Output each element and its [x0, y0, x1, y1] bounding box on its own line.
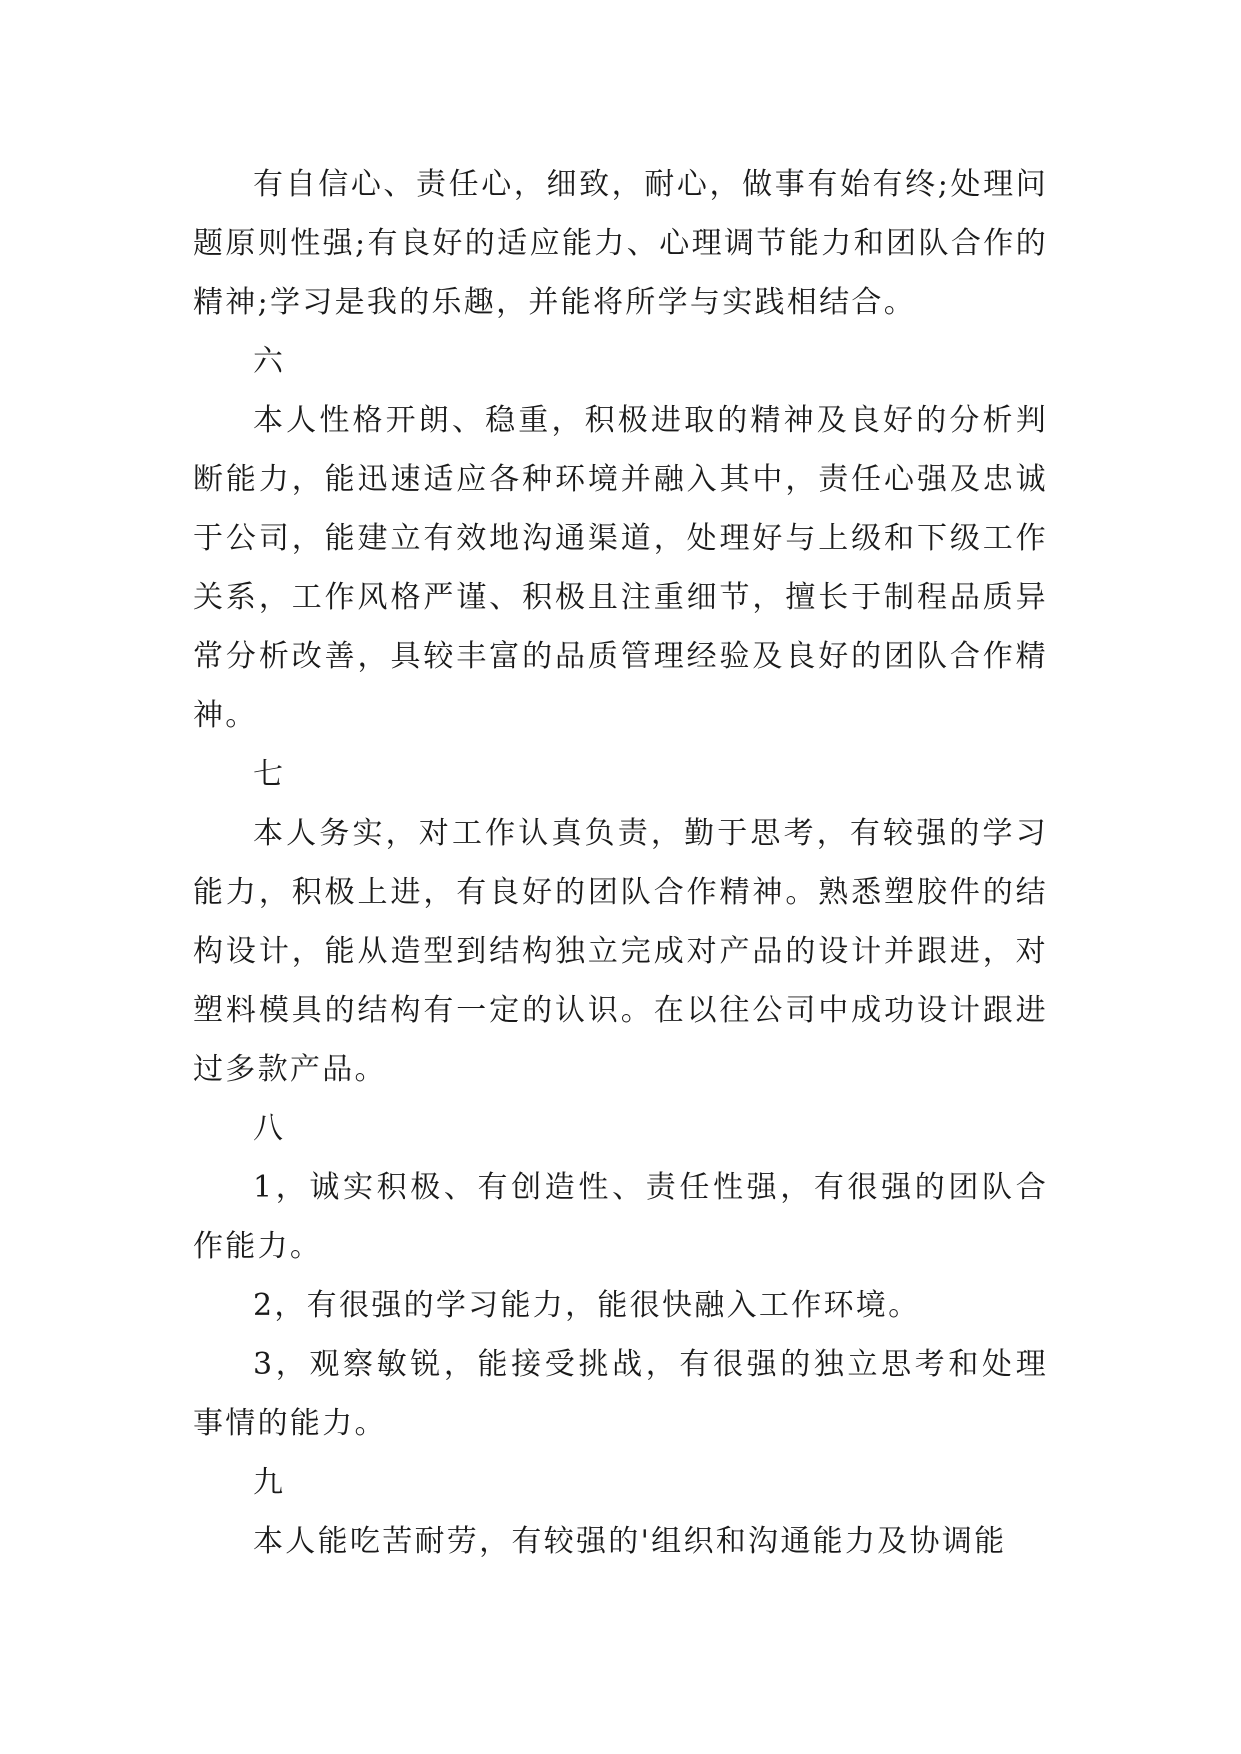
paragraph-section-7: 本人务实，对工作认真负责，勤于思考，有较强的学习能力，积极上进，有良好的团队合作精神。熟悉塑胶件的结构设计，能从造型到结构独立完成对产品的设计并跟进，对塑料模具的结构有一定的认识。在以往公司中成功设计跟进过多款产品。: [193, 816, 1048, 1087]
document-body: [193, 155, 1048, 1571]
paragraph-section-6: 本人性格开朗、稳重，积极进取的精神及良好的分析判断能力，能迅速适应各种环境并融入其中，责任心强及忠诚于公司，能建立有效地沟通渠道，处理好与上级和下级工作关系，工作风格严谨、积极且注重细节，擅长于制程品质异常分析改善，具较丰富的品质管理经验及良好的团队合作精神。: [193, 403, 1048, 733]
section-heading-7: 七: [253, 757, 286, 792]
list-item-1: 1，诚实积极、有创造性、责任性强，有很强的团队合作能力。: [193, 1170, 1048, 1264]
paragraph-section-9: 本人能吃苦耐劳，有较强的'组织和沟通能力及协调能: [253, 1524, 1007, 1559]
list-item-3: 3，观察敏锐，能接受挑战，有很强的独立思考和处理事情的能力。: [193, 1347, 1048, 1441]
paragraph-intro: 有自信心、责任心，细致，耐心，做事有始有终;处理问题原则性强;有良好的适应能力、心理调节能力和团队合作的精神;学习是我的乐趣，并能将所学与实践相结合。: [193, 167, 1048, 320]
section-heading-6: 六: [253, 344, 286, 379]
list-item-2: 2，有很强的学习能力，能很快融入工作环境。: [253, 1288, 921, 1323]
section-heading-8: 八: [253, 1111, 286, 1146]
section-heading-9: 九: [253, 1465, 286, 1500]
